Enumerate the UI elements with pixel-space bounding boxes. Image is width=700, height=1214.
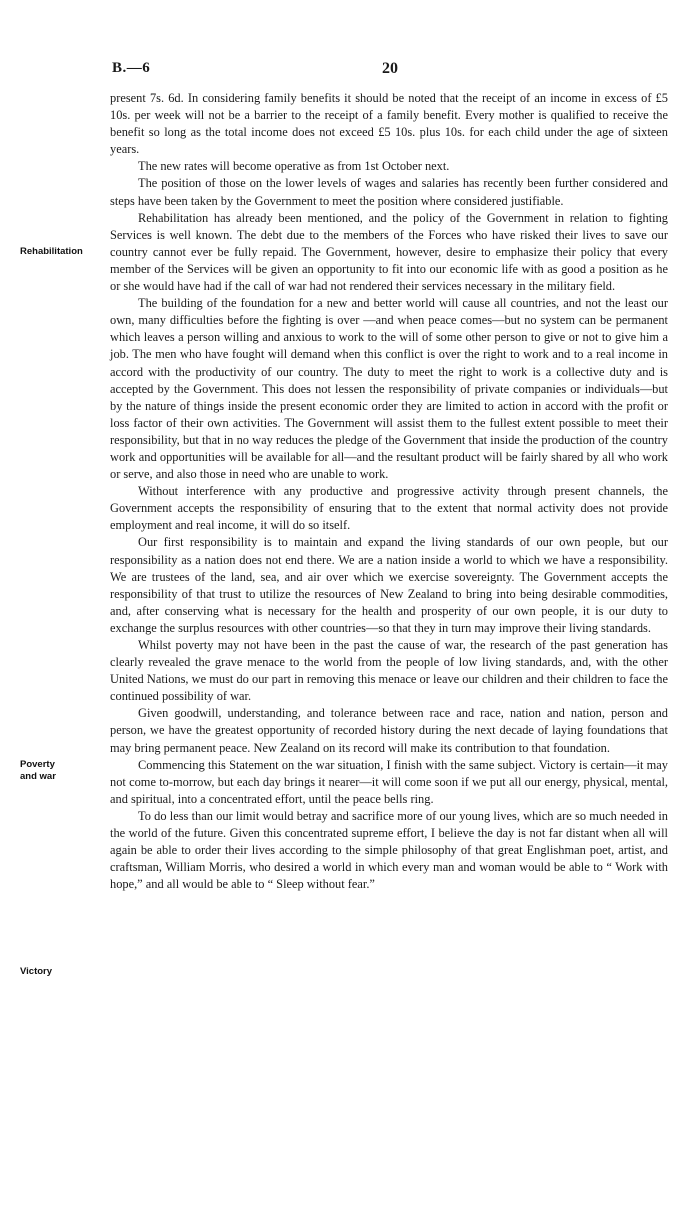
document-reference: B.—6 <box>112 60 151 76</box>
page-number: 20 <box>382 60 398 77</box>
page-header <box>112 60 668 80</box>
paragraph-productive-activity: Without interference with any productive and progressive activity through present channels, the Government accepts the responsibility of ensuring that to the extent that normal activity does not provide employment and real income, it will do so itself. <box>110 484 668 533</box>
paragraph-victory: Commencing this Statement on the war situation, I finish with the same subject. Victory is certain—it may not come to-morrow, but each day brings it nearer—it will come soon if we put all our energy, physical, mental, and spiritual, into a concentrated effort, until the peace bells ring. <box>110 757 668 806</box>
paragraph-closing: To do less than our limit would betray and sacrifice more of our young lives, which are so much needed in the world of the future. Given this concentrated supreme effort, I believe the day is not far distant when all will again be able to order their lives according to the simple philosophy of that great Englishman poet, artist, and craftsman, William Morris, who desired a world in which every man and woman would be able to “ Work with hope,” and all would be able to “ Sleep without fear.” <box>110 808 668 892</box>
margin-note-poverty-line1: Poverty <box>20 759 55 770</box>
paragraph-poverty: Whilst poverty may not have been in the past the cause of war, the research of the past generation has clearly revealed the grave menace to the world from the people of low living standards, and, with the other United Nations, we must do our part in removing this menace or leave our children and their children to face the continued possibility of war. <box>110 638 668 704</box>
margin-note-rehabilitation: Rehabilitation <box>20 246 83 257</box>
paragraph-new-rates: The new rates will become operative as from 1st October next. <box>138 159 450 174</box>
paragraph-goodwill: Given goodwill, understanding, and tolerance between race and race, nation and nation, person and person, we have the greatest opportunity of recorded history during the next decade of laying foundations that may bring permanent peace. New Zealand on its record will make its contribution to that foundation. <box>110 706 668 755</box>
paragraph-foundation: The building of the foundation for a new and better world will cause all countries, and not the least our own, many difficulties before the fighting is over —and when peace comes—but no system can be permanent which leaves a person willing and anxious to work to the will of some other person to give or not to give him a job. The men who have fought will demand when this conflict is over the right to work and to a real income in accord with the productivity of our country. The duty to meet the right to work is a collective duty and is accepted by the Government. This does not lessen the responsibility of private companies or individuals—but by the nature of things inside the present economic order they are limited to action in accord with the profit or loss factor of their own activities. The Government will assist them to the fullest extent possible to meet their responsibility, but that in no way reduces the pledge of the Government that inside the production of the country work and opportunities will be available for all—and the resultant product will be fairly shared by all who work or serve, and also those in need who are unable to work. <box>110 296 668 482</box>
paragraph-wages-salaries: The position of those on the lower levels of wages and salaries has recently been further considered and steps have been taken by the Government to meet the position where considered justifiable. <box>110 176 668 208</box>
margin-note-poverty-and-war <box>20 759 108 783</box>
margin-note-poverty-line2: and war <box>20 771 56 782</box>
paragraph-living-standards: Our first responsibility is to maintain and expand the living standards of our own people, but our responsibility as a nation does not end there. We are a nation inside a world to which we have a responsibility. We are trustees of the land, sea, and air over which we exercise sovereignty. The Government accepts the responsibility of that trust to utilize the resources of New Zealand to bring into being desirable commodities, and, after conserving what is necessary for the health and prosperity of our own people, it is our duty to exchange the surplus resources with other countries—so that they in turn may improve their living standards. <box>110 535 668 635</box>
margin-note-victory: Victory <box>20 966 53 977</box>
paragraph-family-benefit: present 7s. 6d. In considering family benefits it should be noted that the receipt of an income in excess of £5 10s. per week will not be a barrier to the receipt of a family benefit. Every mother is qualified to receive the benefit so long as the total income does not exceed £5 10s. plus 10s. for each child under the age of sixteen years. <box>110 91 668 157</box>
paragraph-rehabilitation: Rehabilitation has already been mentioned, and the policy of the Government in relation to fighting Services is well known. The debt due to the members of the Forces who have risked their lives to save our country cannot ever be fully repaid. The Government, however, desire to emphasize their policy that every member of the Services will be given an opportunity to fit into our economic life with as good a position as he or she would have had if the call of war had not rendered their services necessary in the military field. <box>110 210 668 294</box>
document-body <box>110 90 668 893</box>
